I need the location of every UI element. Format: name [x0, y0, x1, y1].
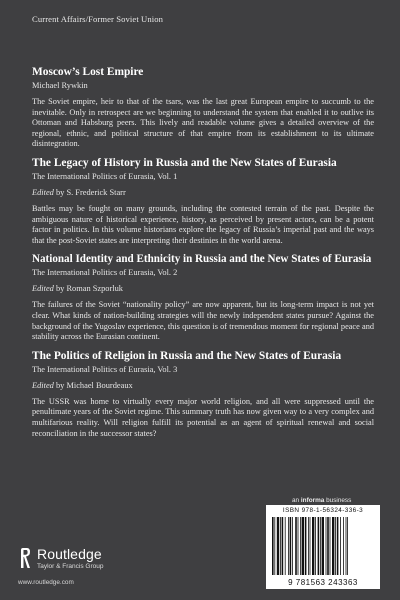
book-series: The International Politics of Eurasia, Vol. 1 [32, 171, 178, 181]
barcode-stripe [280, 517, 281, 575]
publisher-name: Routledge [37, 546, 102, 562]
publisher-group: Taylor & Francis Group [37, 563, 104, 570]
barcode-stripe [300, 517, 301, 575]
barcode-stripe [346, 517, 347, 575]
barcode-stripe [337, 517, 339, 575]
book-editor [32, 380, 374, 391]
barcode-stripe [332, 517, 334, 575]
barcode-stripe [347, 517, 348, 575]
informa-suffix: business [324, 497, 352, 504]
barcode-stripe [288, 517, 289, 575]
book-list [32, 66, 374, 446]
barcode-stripe [290, 517, 292, 575]
book-description: The failures of the Soviet “nationality policy” are now apparent, but its long-term impact is not yet clear. What kinds of nation-building strategies will the newly independent states pursue? Against the background of the Yugoslav experience, this question is of tremendous moment for regional peace and stability across the Eurasian continent. [32, 300, 374, 342]
book-title: The Politics of Religion in Russia and the New States of Eurasia [32, 349, 342, 362]
editor-name: by S. Frederick Starr [55, 187, 126, 197]
barcode-stripe [318, 517, 320, 575]
book-title: Moscow’s Lost Empire [32, 66, 144, 78]
book-title: National Identity and Ethnicity in Russia and the New States of Eurasia [32, 253, 372, 266]
barcode-stripe [322, 517, 324, 575]
editor-prefix: Edited [32, 380, 54, 390]
barcode-stripe [335, 517, 336, 575]
barcode-stripe [295, 517, 297, 575]
barcode-stripe [320, 517, 321, 575]
book-title: The Legacy of History in Russia and the New States of Eurasia [32, 156, 337, 169]
barcode-bars [272, 517, 374, 577]
book-editor [32, 283, 374, 294]
book-description: Battles may be fought on many grounds, including the contested terrain of the past. Despite the ambiguous nature of historical experience, history, as perceived by present actors, can be a potent factor in politics. In this volume historians explore the legacy of Russia’s imperial past and the ways that the post-Soviet states are interpreting their destinies in the world arena. [32, 203, 374, 245]
barcode [266, 505, 380, 589]
barcode-stripe [305, 517, 307, 575]
barcode-stripe [330, 517, 331, 575]
barcode-stripe [326, 517, 327, 575]
book-description: The Soviet empire, heir to that of the tsars, was the last great European empire to succumb to the inevitable. Only in retrospect are we beginning to understand the system that enabled it to outlive its Ottoman and Habsburg peers. This lively and readable volume gives a detailed overview of the regional, ethnic, and political structure of that empire from its establishment to its ultimate disintegration. [32, 97, 374, 149]
isbn-label: ISBN 978-1-56324-336-3 [282, 507, 364, 514]
book-entry [32, 66, 374, 150]
barcode-stripe [312, 517, 314, 575]
barcode-stripe [282, 517, 284, 575]
publisher-logo [18, 546, 148, 592]
barcode-stripe [315, 517, 316, 575]
publisher-url: www.routledge.com [18, 579, 74, 586]
barcode-stripe [302, 517, 304, 575]
informa-line [292, 497, 351, 504]
book-entry [32, 157, 374, 246]
barcode-stripe [277, 517, 279, 575]
barcode-stripe [310, 517, 311, 575]
book-description: The USSR was home to virtually every major world religion, and all were suppressed until the penultimate years of the Soviet regime. This summary truth has now given way to a very complex and multifarious reality. Will religion fulfill its potential as an agent of spiritual renewal and social reconciliation in the successor states? [32, 396, 374, 438]
routledge-logo-icon [18, 546, 32, 570]
informa-prefix: an [292, 497, 301, 504]
barcode-stripe [285, 517, 286, 575]
category-label: Current Affairs/Former Soviet Union [32, 14, 164, 24]
editor-prefix: Edited [32, 187, 54, 197]
book-entry [32, 253, 374, 342]
book-editor [32, 187, 374, 198]
editor-name: by Michael Bourdeaux [55, 380, 133, 390]
book-series: The International Politics of Eurasia, Vol. 3 [32, 364, 178, 374]
book-series: The International Politics of Eurasia, Vol. 2 [32, 268, 178, 278]
editor-prefix: Edited [32, 284, 54, 294]
barcode-stripe [340, 517, 341, 575]
barcode-number: 9 781563 243363 [288, 578, 358, 587]
barcode-stripe [274, 517, 275, 575]
barcode-stripe [292, 517, 293, 575]
barcode-stripe [298, 517, 299, 575]
barcode-stripe [308, 517, 309, 575]
editor-name: by Roman Szporluk [55, 284, 123, 294]
barcode-stripe [343, 517, 344, 575]
barcode-stripe [272, 517, 274, 575]
informa-brand: informa [300, 497, 325, 504]
book-entry [32, 350, 374, 439]
barcode-stripe [327, 517, 329, 575]
book-author: Michael Rywkin [32, 81, 88, 90]
